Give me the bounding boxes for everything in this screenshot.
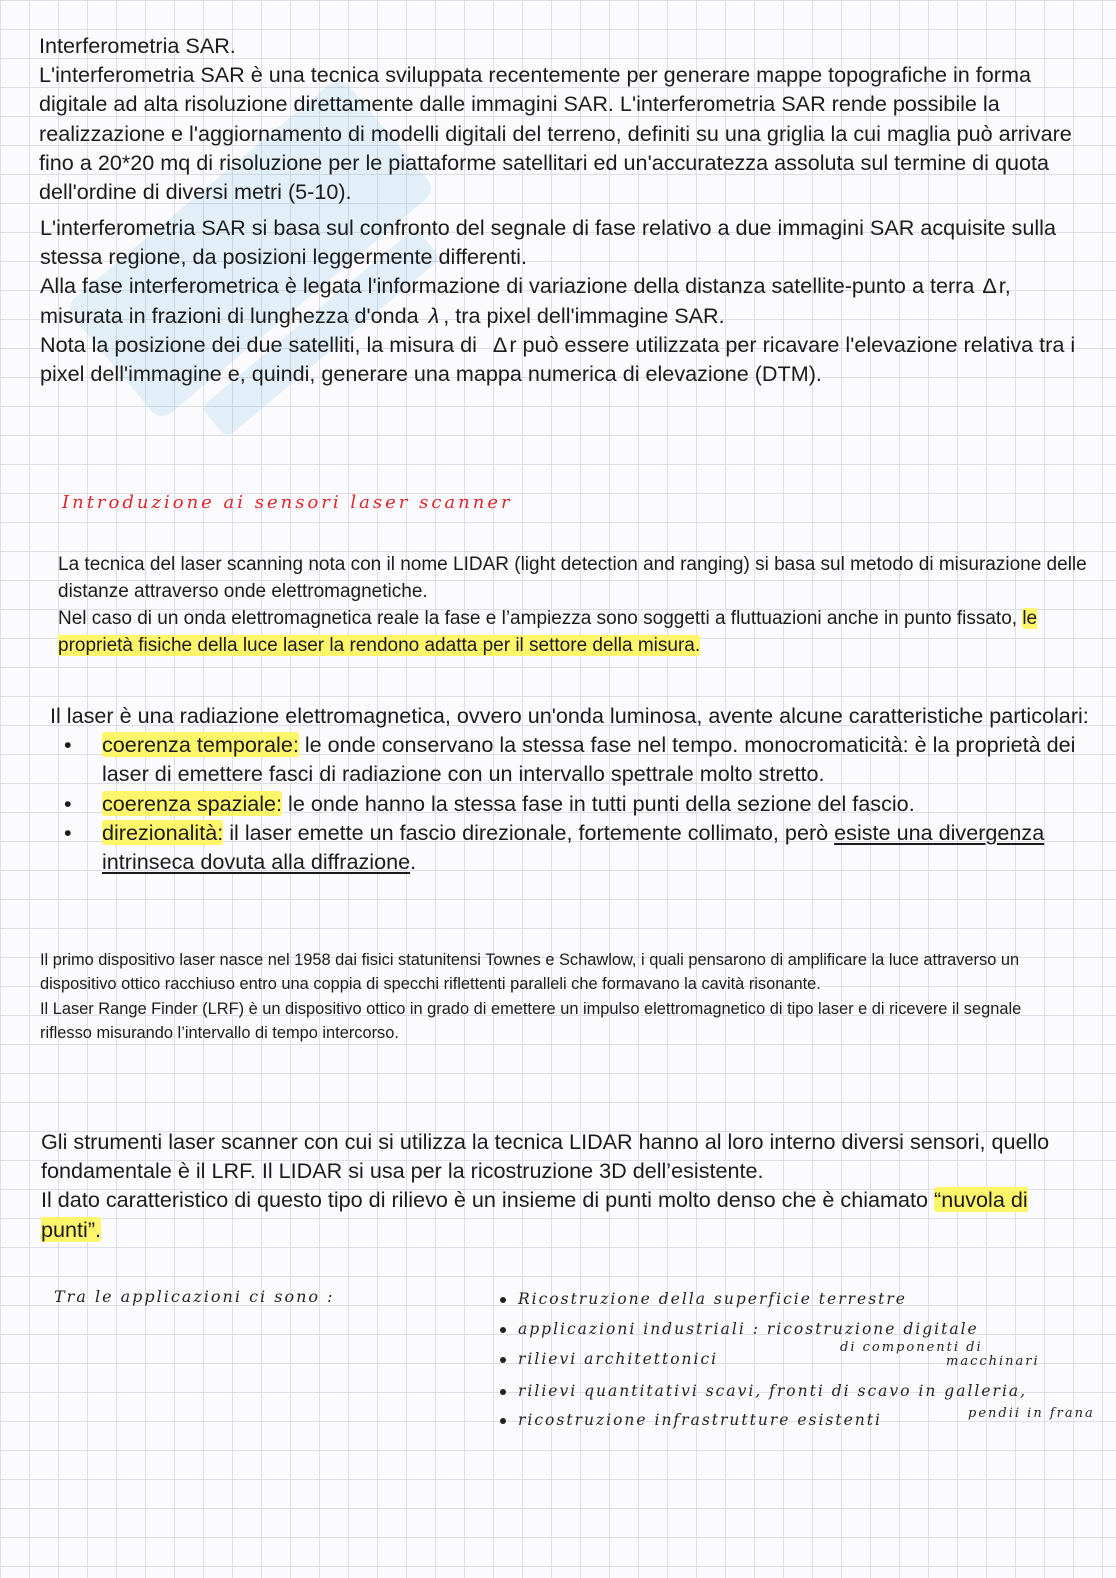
applications-label: Tra le applicazioni ci sono : [54, 1287, 335, 1306]
property-list [50, 730, 1090, 876]
app-note-macchinari: macchinari [946, 1354, 1040, 1369]
sar-paragraph-2: L'interferometria SAR si basa sul confronto del segnale di fase relativo a due immagini SAR acquisite sulla stessa regione, da posizioni leggermente differenti. [40, 215, 1056, 270]
sar-section-2 [40, 213, 1090, 388]
lidar-paragraph-1: La tecnica del laser scanning nota con il nome LIDAR (light detection and ranging) si basa sul metodo di misurazione delle distanze attraverso onde elettromagnetiche. [58, 554, 1087, 602]
sar-paragraph-3: Alla fase interferometrica è legata l'informazione di variazione della distanza satellite-punto a terra Δr, misurata in frazioni di lunghezza d'onda λ , tra pixel dell'immagine SAR. [40, 273, 1011, 328]
lidar-highlight: le proprietà fisiche della luce laser la rendono adatta per il settore della misura. [58, 608, 1038, 656]
bullet-icon [500, 1297, 506, 1303]
history-paragraph-1: Il primo dispositivo laser nasce nel 1958 dai fisici statunitensi Townes e Schawlow, i quali pensarono di amplificare la luce attraverso un dispositivo ottico racchiuso entro una coppia di specchi riflettenti paralleli che formavano la cavità risonante. [40, 951, 1020, 994]
history-paragraph-2: Il Laser Range Finder (LRF) è un dispositivo ottico in grado di emettere un impulso elettromagnetico di tipo laser e di ricevere il segnale riflesso misurando l’intervallo di tempo intercorso. [40, 999, 1022, 1043]
laser-heading: Introduzione ai sensori laser scanner [62, 492, 513, 513]
delta-symbol: Δ [492, 331, 508, 357]
bullet-icon [500, 1327, 506, 1333]
list-item: • coerenza temporale: le onde conservano la stessa fase nel tempo. monocromaticità: è la proprietà dei laser di emettere fasci di radiazione con un intervallo spettrale molto stretto. [50, 730, 1090, 788]
app-note-frana: pendii in frana [968, 1406, 1095, 1421]
sar-section [39, 31, 1099, 206]
lidar-paragraph-2: Nel caso di un onda elettromagnetica reale la fase e l’ampiezza sono soggetti a fluttuazioni anche in punto fissato, le proprietà fisiche della luce laser la rendono adatta per il settore della misura. [58, 608, 1038, 656]
lambda-symbol: λ [428, 302, 440, 328]
instruments-paragraph-1: Gli strumenti laser scanner con cui si utilizza la tecnica LIDAR hanno al loro interno diversi sensori, quello fondamentale è il LRF. Il LIDAR si usa per la ricostruzione 3D dell’esistente. [41, 1129, 1050, 1184]
list-item: rilievi architettonici [500, 1350, 718, 1368]
sar-paragraph-4: Nota la posizione dei due satelliti, la misura di Δr può essere utilizzata per ricavare l'elevazione relativa tra i pixel dell'immagine e, quindi, generare una mappa numerica di elevazione (DTM). [40, 331, 1076, 387]
list-item: rilievi quantitativi scavi, fronti di scavo in galleria, [500, 1382, 1027, 1400]
list-item: applicazioni industriali : ricostruzione digitale [500, 1320, 979, 1338]
list-item: • direzionalità: il laser emette un fascio direzionale, fortemente collimato, però esiste una divergenza intrinseca dovuta alla diffrazione. [50, 818, 1090, 876]
point-cloud-highlight: “nuvola di punti”. [41, 1187, 1028, 1242]
lidar-section [58, 551, 1098, 659]
list-item: • coerenza spaziale: le onde hanno la stessa fase in tutti punti della sezione del fascio. [50, 789, 1090, 818]
instruments-paragraph-2: Il dato caratteristico di questo tipo di rilievo è un insieme di punti molto denso che è chiamato “nuvola di punti”. [41, 1187, 1028, 1242]
sar-paragraph-1: L'interferometria SAR è una tecnica sviluppata recentemente per generare mappe topografiche in forma digitale ad alta risoluzione direttamente dalle immagini SAR. L'interferometria SAR rende possibile la realizzazione e l'aggiornamento di modelli digitali del terreno, definiti su una griglia la cui maglia può arrivare fino a 20*20 mq di risoluzione per le piattaforme satellitari ed un'accuratezza assoluta sul termine di quota dell'ordine di diversi metri (5-10). [39, 62, 1072, 205]
delta-symbol: Δ [982, 273, 997, 299]
laser-properties [50, 701, 1090, 876]
sar-title: Interferometria SAR. [39, 33, 236, 58]
bullet-icon [500, 1418, 506, 1424]
app-note-componenti: di componenti di [840, 1340, 983, 1355]
list-item: ricostruzione infrastrutture esistenti [500, 1411, 882, 1429]
bullet-icon [500, 1357, 506, 1363]
history-section [40, 948, 1070, 1046]
bullet-icon [500, 1389, 506, 1395]
list-item: Ricostruzione della superficie terrestre [500, 1290, 907, 1308]
instruments-section [41, 1127, 1081, 1244]
laser-intro: Il laser è una radiazione elettromagnetica, ovvero un'onda luminosa, avente alcune caratteristiche particolari: [50, 703, 1089, 728]
